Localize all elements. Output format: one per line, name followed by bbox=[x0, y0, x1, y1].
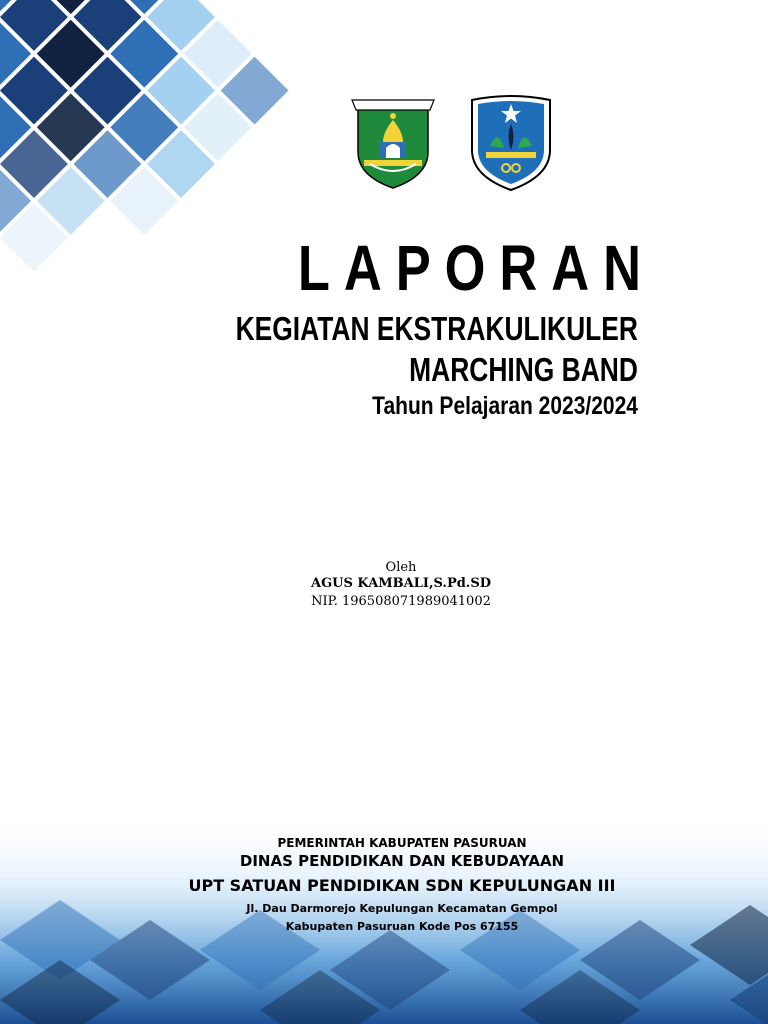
report-subtitle-line1: KEGIATAN EKSTRAKULIKULER bbox=[235, 310, 638, 347]
author-nip: NIP. 196508071989041002 bbox=[311, 594, 491, 609]
report-title: LAPORAN bbox=[297, 232, 655, 304]
author-name: AGUS KAMBALI,S.Pd.SD bbox=[310, 576, 491, 591]
address-line-2: Kabupaten Pasuruan Kode Pos 67155 bbox=[285, 920, 519, 933]
title-block bbox=[135, 232, 655, 422]
government-name: PEMERINTAH KABUPATEN PASURUAN bbox=[277, 836, 527, 850]
academic-year: Tahun Pelajaran 2023/2024 bbox=[372, 392, 638, 420]
author-by-label: Oleh bbox=[385, 560, 417, 575]
regency-crest-icon bbox=[350, 94, 436, 190]
school-unit-name: UPT SATUAN PENDIDIKAN SDN KEPULUNGAN III bbox=[188, 876, 616, 895]
school-emblem-icon bbox=[468, 92, 554, 192]
department-name: DINAS PENDIDIKAN DAN KEBUDAYAAN bbox=[239, 852, 565, 870]
address-line-1: Jl. Dau Darmorejo Kepulungan Kecamatan Gempol bbox=[246, 902, 558, 915]
report-subtitle-line2: MARCHING BAND bbox=[409, 351, 638, 388]
